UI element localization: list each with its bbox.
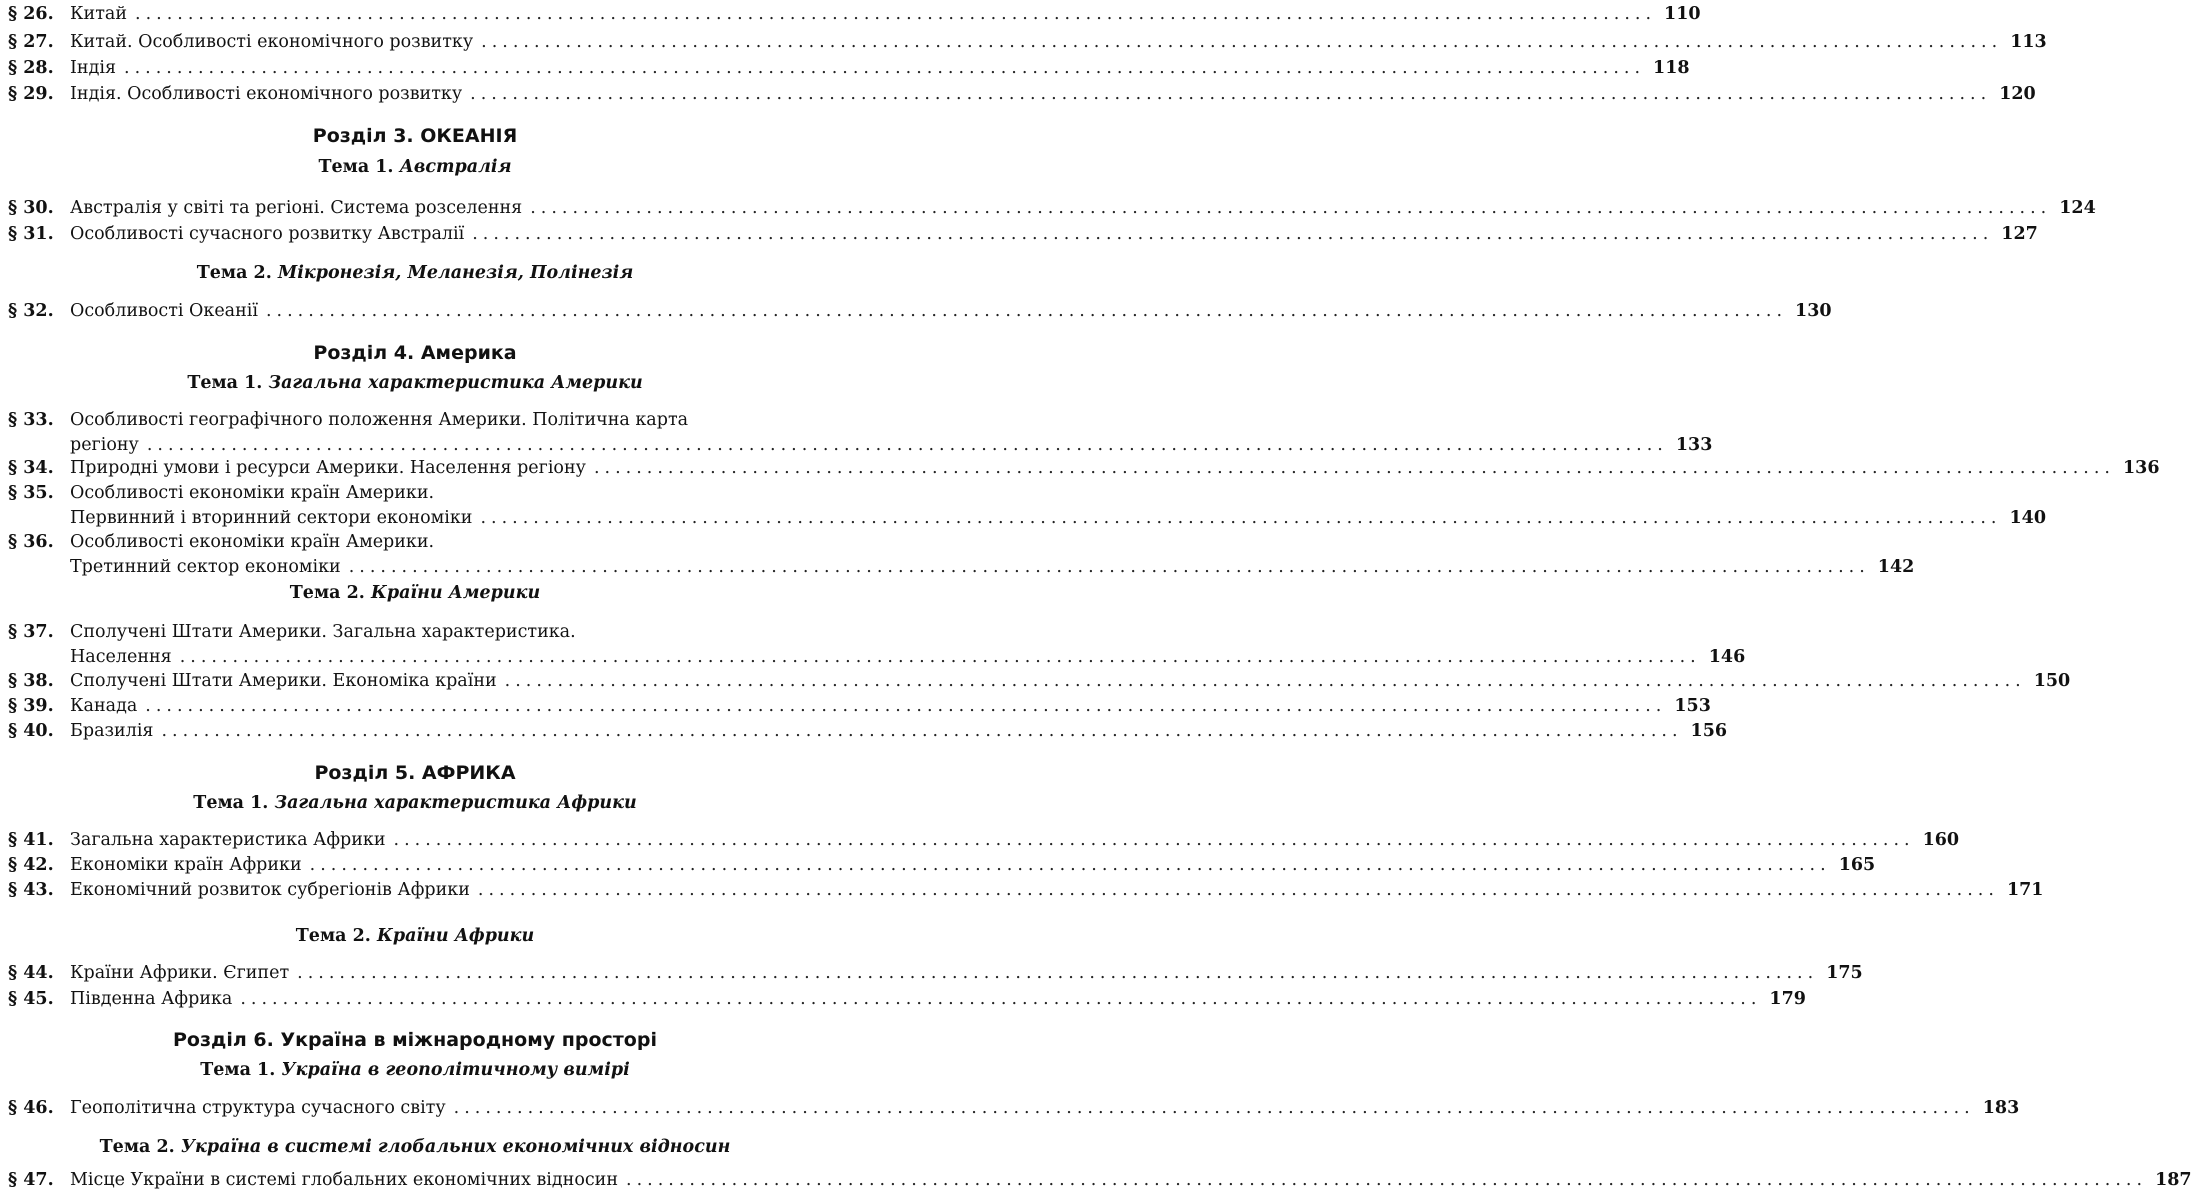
section-heading: Розділ 5. АФРИКА <box>314 762 516 784</box>
dot-leader <box>266 299 1787 324</box>
entry-page: 150 <box>2033 671 2071 691</box>
entry-page: 156 <box>1690 721 1728 741</box>
entry-page: 146 <box>1708 647 1746 667</box>
entry-page: 175 <box>1826 963 1863 983</box>
dot-leader <box>505 669 2026 694</box>
entry-title: Канада <box>70 696 138 716</box>
entry-title: Особливості Океанії <box>70 301 258 321</box>
toc-entry[interactable] <box>8 299 1832 324</box>
toc-entry[interactable] <box>8 694 1711 719</box>
dot-leader <box>454 1096 1975 1121</box>
dot-leader <box>472 222 1993 247</box>
entry-title: Особливості сучасного розвитку Австралії <box>70 224 465 244</box>
toc-entry[interactable] <box>8 56 1690 81</box>
entry-number: § 47. <box>8 1170 54 1190</box>
toc-entry[interactable] <box>8 408 1713 458</box>
entry-title: Загальна характеристика Африки <box>70 830 386 850</box>
toc-entry[interactable] <box>8 669 2071 694</box>
entry-page: 110 <box>1664 4 1701 24</box>
topic-name: Україна в системі глобальних економічних відносин <box>180 1137 731 1157</box>
section-heading: Розділ 4. Америка <box>313 342 517 364</box>
entry-number: § 27. <box>8 32 54 52</box>
topic-name: Країни Америки <box>370 583 541 603</box>
entry-number: § 26. <box>8 4 54 24</box>
entry-page: 165 <box>1838 855 1876 875</box>
dot-leader <box>530 196 2051 221</box>
entry-page: 183 <box>1982 1098 2020 1118</box>
dot-leader <box>594 456 2115 481</box>
entry-title: Китай <box>70 4 127 24</box>
dot-leader <box>310 853 1831 878</box>
topic-heading <box>0 583 830 603</box>
entry-number: § 44. <box>8 963 54 983</box>
dot-leader <box>349 555 1870 580</box>
toc-entry[interactable] <box>8 853 1876 878</box>
toc-entry[interactable] <box>8 82 2036 107</box>
dot-leader <box>240 987 1761 1012</box>
entry-title: Китай. Особливості економічного розвитку <box>70 32 474 52</box>
entry-title: Геополітична структура сучасного світу <box>70 1098 446 1118</box>
entry-title: Особливості економіки країн Америки. <box>70 532 435 552</box>
topic-prefix: Тема 2. <box>99 1137 175 1157</box>
entry-page: 113 <box>2010 32 2047 52</box>
entry-page: 171 <box>2006 880 2044 900</box>
toc-entry[interactable] <box>8 1168 2192 1193</box>
topic-name: Загальна характеристика Америки <box>268 373 643 393</box>
entry-number: § 34. <box>8 458 54 478</box>
toc-entry[interactable] <box>8 620 1746 670</box>
entry-title: Бразилія <box>70 721 154 741</box>
toc-entry[interactable] <box>8 828 1960 853</box>
entry-page: 120 <box>1999 84 2036 104</box>
entry-page: 127 <box>2001 224 2038 244</box>
topic-heading <box>0 926 830 946</box>
topic-heading <box>0 793 830 813</box>
dot-leader <box>481 30 2002 55</box>
entry-number: § 40. <box>8 721 54 741</box>
entry-page: 160 <box>1922 830 1960 850</box>
entry-title: Країни Африки. Єгипет <box>70 963 290 983</box>
entry-page: 133 <box>1675 435 1713 455</box>
topic-heading <box>0 157 830 177</box>
entry-number: § 30. <box>8 198 54 218</box>
entry-number: § 28. <box>8 58 54 78</box>
dot-leader <box>161 719 1682 744</box>
toc-entry[interactable] <box>8 196 2096 221</box>
topic-name: Країни Африки <box>376 926 535 946</box>
entry-title: Сполучені Штати Америки. Загальна характеристика. <box>70 622 576 642</box>
entry-title: Сполучені Штати Америки. Економіка країни <box>70 671 497 691</box>
topic-prefix: Тема 1. <box>318 157 394 177</box>
topic-heading <box>0 1137 830 1157</box>
entry-title: Індія. Особливості економічного розвитку <box>70 84 463 104</box>
entry-number: § 32. <box>8 301 54 321</box>
section-heading: Розділ 6. Україна в міжнародному просторі <box>173 1029 657 1051</box>
entry-number: § 38. <box>8 671 54 691</box>
entry-title: Австралія у світі та регіоні. Система розселення <box>70 198 523 218</box>
entry-page: 130 <box>1795 301 1832 321</box>
entry-number: § 29. <box>8 84 54 104</box>
entry-page: 187 <box>2155 1170 2192 1190</box>
entry-number: § 35. <box>8 483 54 503</box>
entry-title: Природні умови і ресурси Америки. Населення регіону <box>70 458 586 478</box>
topic-prefix: Тема 2. <box>289 583 365 603</box>
dot-leader <box>478 878 1999 903</box>
entry-page: 124 <box>2059 198 2096 218</box>
entry-title: Особливості економіки країн Америки. <box>70 483 435 503</box>
topic-prefix: Тема 1. <box>187 373 263 393</box>
toc-entry[interactable] <box>8 456 2160 481</box>
toc-entry[interactable] <box>8 222 2038 247</box>
topic-prefix: Тема 2. <box>196 263 272 283</box>
topic-heading <box>0 373 830 393</box>
dot-leader <box>626 1168 2147 1193</box>
toc-entry[interactable] <box>8 878 2044 903</box>
topic-prefix: Тема 1. <box>200 1060 276 1080</box>
entry-page: 142 <box>1877 557 1915 577</box>
topic-name: Мікронезія, Меланезія, Полінезія <box>277 263 634 283</box>
toc-entry[interactable] <box>8 987 1806 1012</box>
entry-title: Південна Африка <box>70 989 233 1009</box>
dot-leader <box>147 433 1668 458</box>
entry-title: Економічний розвиток субрегіонів Африки <box>70 880 470 900</box>
entry-number: § 36. <box>8 532 54 552</box>
entry-number: § 45. <box>8 989 54 1009</box>
dot-leader <box>480 506 2001 531</box>
entry-title: Місце України в системі глобальних економічних відносин <box>70 1170 619 1190</box>
toc-entry[interactable] <box>8 2 1701 27</box>
entry-title: Індія <box>70 58 116 78</box>
entry-number: § 31. <box>8 224 54 244</box>
toc-entry[interactable] <box>8 1096 2020 1121</box>
entry-number: § 37. <box>8 622 54 642</box>
entry-number: § 39. <box>8 696 54 716</box>
entry-number: § 46. <box>8 1098 54 1118</box>
entry-number: § 43. <box>8 880 54 900</box>
entry-title-continued: регіону <box>70 435 139 455</box>
topic-heading <box>0 1060 830 1080</box>
toc-entry[interactable] <box>8 481 2047 531</box>
entry-title-continued: Первинний і вторинний сектори економіки <box>70 508 473 528</box>
entry-page: 179 <box>1769 989 1806 1009</box>
topic-prefix: Тема 1. <box>193 793 269 813</box>
topic-heading <box>0 263 830 283</box>
toc-entry[interactable] <box>8 530 1915 580</box>
dot-leader <box>394 828 1915 853</box>
section-heading: Розділ 3. ОКЕАНІЯ <box>312 125 518 147</box>
entry-page: 140 <box>2009 508 2047 528</box>
dot-leader <box>145 694 1666 719</box>
entry-title-continued: Населення <box>70 647 172 667</box>
topic-name: Австралія <box>399 157 512 177</box>
toc-entry[interactable] <box>8 30 2047 55</box>
topic-prefix: Тема 2. <box>295 926 371 946</box>
entry-title-continued: Третинний сектор економіки <box>70 557 341 577</box>
dot-leader <box>470 82 1991 107</box>
dot-leader <box>124 56 1645 81</box>
entry-page: 153 <box>1674 696 1711 716</box>
entry-number: § 41. <box>8 830 54 850</box>
entry-page: 118 <box>1653 58 1690 78</box>
dot-leader <box>297 961 1818 986</box>
entry-title: Особливості географічного положення Америки. Політична карта <box>70 410 689 430</box>
entry-number: § 33. <box>8 410 54 430</box>
entry-page: 136 <box>2122 458 2160 478</box>
entry-title: Економіки країн Африки <box>70 855 302 875</box>
topic-name: Загальна характеристика Африки <box>274 793 637 813</box>
toc-entry[interactable] <box>8 719 1728 744</box>
toc-entry[interactable] <box>8 961 1863 986</box>
dot-leader <box>135 2 1656 27</box>
entry-number: § 42. <box>8 855 54 875</box>
dot-leader <box>180 645 1701 670</box>
topic-name: Україна в геополітичному вимірі <box>281 1060 630 1080</box>
